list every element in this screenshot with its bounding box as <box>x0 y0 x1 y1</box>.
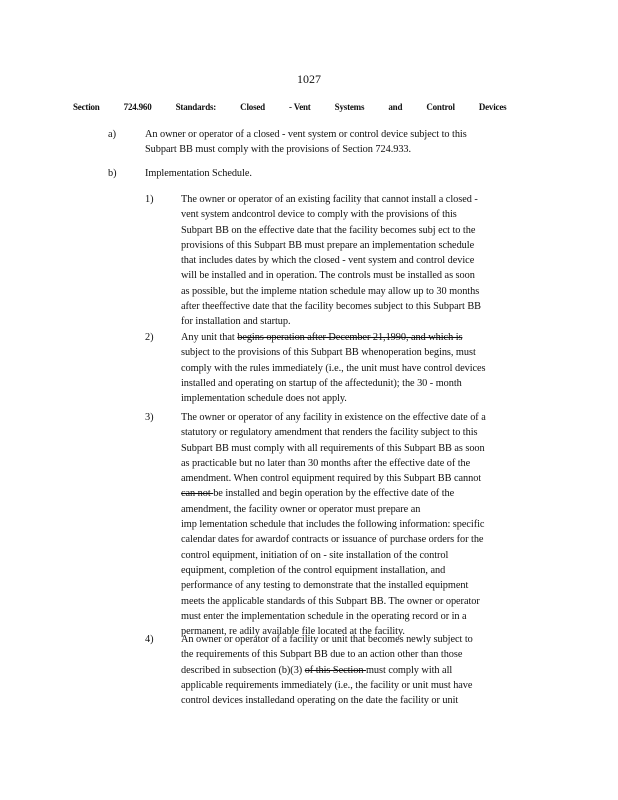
text-segment: The owner or operator of any facility in existence on the effective date of a <box>181 412 486 423</box>
section-title-word: - Vent <box>289 102 311 112</box>
text-segment: equipment, completion of the control equipment installation, and <box>181 564 446 576</box>
subsection-b-marker: b) <box>108 168 117 179</box>
page-number: 1027 <box>297 72 321 86</box>
text-line <box>181 693 473 708</box>
text-segment: installed and operating on startup of the affectedunit); the 30 - month <box>181 377 462 389</box>
text-line <box>181 563 486 578</box>
text-line <box>181 425 486 440</box>
item-1-text <box>181 192 481 330</box>
text-line <box>181 361 486 376</box>
text-line <box>181 456 486 471</box>
text-line <box>181 578 486 593</box>
text-segment: described in subsection (b)(3) <box>181 664 305 676</box>
text-line <box>181 391 486 406</box>
text-segment: as possible, but the impleme ntation schedule may allow up to 30 months <box>181 285 480 297</box>
text-line <box>181 238 481 253</box>
item-4-text <box>181 632 473 708</box>
text-segment: after theeffective date that the facility becomes subject to this Subpart BB <box>181 301 481 313</box>
text-line <box>181 223 481 238</box>
text-line <box>181 632 473 647</box>
text-line <box>181 471 486 486</box>
text-segment: Subpart BB must comply with the provisions of Section 724.933. <box>145 144 412 156</box>
item-2-marker: 2) <box>145 332 154 343</box>
text-segment: as practicable but no later than 30 months after the effective date of the <box>181 457 471 469</box>
text-segment: calendar dates for awardof contracts or issuance of purchase orders for the <box>181 534 484 546</box>
text-segment: meets the applicable standards of this Subpart BB. The owner or operator <box>181 595 480 607</box>
item-4-marker: 4) <box>145 634 154 645</box>
text-line <box>181 299 481 314</box>
section-number: 724.960 <box>123 102 152 112</box>
struck-text: can not <box>181 488 214 500</box>
text-line <box>181 268 481 283</box>
text-line <box>181 502 486 517</box>
text-line <box>181 486 486 501</box>
text-line <box>145 142 467 157</box>
text-line <box>181 517 486 532</box>
item-3-text <box>181 410 486 639</box>
text-line <box>181 647 473 662</box>
text-line <box>145 166 252 181</box>
text-segment: must comply with all <box>365 664 453 676</box>
text-line <box>181 609 486 624</box>
text-line <box>181 284 481 299</box>
text-line <box>181 441 486 456</box>
text-segment: Implementation Schedule. <box>145 168 252 179</box>
text-line <box>181 548 486 563</box>
text-segment: An owner or operator of a closed - vent system or control device subject to this <box>145 129 467 140</box>
item-3-marker: 3) <box>145 412 154 423</box>
text-segment: vent system andcontrol device to comply with the provisions of this <box>181 209 457 221</box>
subsection-b-text <box>145 166 252 181</box>
text-line <box>181 192 481 207</box>
text-segment: Subpart BB on the effective date that the facility becomes subj ect to the <box>181 224 476 236</box>
text-line <box>181 410 486 425</box>
text-segment: implementation schedule does not apply. <box>181 393 347 405</box>
text-segment: be installed and begin operation by the effective date of the <box>213 488 455 500</box>
text-segment: The owner or operator of an existing facility that cannot install a closed - <box>181 194 478 205</box>
text-segment: Any unit that <box>181 332 238 343</box>
text-line <box>181 678 473 693</box>
struck-text: begins operation after December 21,1990, and which is <box>237 332 463 343</box>
text-line <box>181 532 486 547</box>
section-title-word: Standards: <box>175 102 217 112</box>
section-title-word: Control <box>426 102 455 112</box>
text-segment: provisions of this Subpart BB must prepare an implementation schedule <box>181 239 475 251</box>
text-segment: that includes dates by which the closed - vent system and control device <box>181 255 475 267</box>
text-segment: for installation and startup. <box>181 316 291 328</box>
text-line <box>181 345 486 360</box>
text-line <box>181 330 486 345</box>
text-segment: An owner or operator of a facility or unit that becomes newly subject to <box>181 634 473 645</box>
text-segment: statutory or regulatory amendment that renders the facility subject to this <box>181 427 478 439</box>
text-segment: must enter the implementation schedule in the operating record or in a <box>181 610 467 622</box>
text-segment: control equipment, initiation of on - site installation of the control <box>181 549 449 561</box>
section-label: Section <box>73 102 100 112</box>
section-title-word: and <box>388 102 403 112</box>
text-line <box>181 594 486 609</box>
text-line <box>181 207 481 222</box>
text-segment: the requirements of this Subpart BB due to an action other than those <box>181 649 463 661</box>
text-segment: comply with the rules immediately (i.e., the unit must have control devices <box>181 362 486 374</box>
text-line <box>145 127 467 142</box>
struck-text: of this Section <box>304 664 366 676</box>
subsection-a-marker: a) <box>108 129 116 140</box>
text-line <box>181 663 473 678</box>
text-line <box>181 314 481 329</box>
text-line <box>181 253 481 268</box>
subsection-a-text <box>145 127 467 158</box>
section-heading <box>73 102 528 112</box>
section-title-word: Closed <box>240 102 265 112</box>
item-1-marker: 1) <box>145 194 154 205</box>
text-segment: Subpart BB must comply with all requirements of this Subpart BB as soon <box>181 442 485 454</box>
text-segment: permanent, re adily available file located at the facility. <box>181 626 405 638</box>
text-segment: performance of any testing to demonstrate that the installed equipment <box>181 580 469 592</box>
section-title-word: Systems <box>334 102 365 112</box>
text-segment: imp lementation schedule that includes the following information: specific <box>181 519 485 531</box>
text-segment: amendment. When control equipment required by this Subpart BB cannot <box>181 473 482 485</box>
text-segment: amendment, the facility owner or operator must prepare an <box>181 503 421 515</box>
text-segment: subject to the provisions of this Subpart BB whenoperation begins, must <box>181 347 476 359</box>
item-2-text <box>181 330 486 406</box>
section-title-word: Devices <box>478 102 507 112</box>
text-segment: will be installed and in operation. The controls must be installed as soon <box>181 270 475 282</box>
text-segment: control devices installedand operating on the date the facility or unit <box>181 695 459 707</box>
text-line <box>181 376 486 391</box>
text-segment: applicable requirements immediately (i.e., the facility or unit must have <box>181 679 473 691</box>
